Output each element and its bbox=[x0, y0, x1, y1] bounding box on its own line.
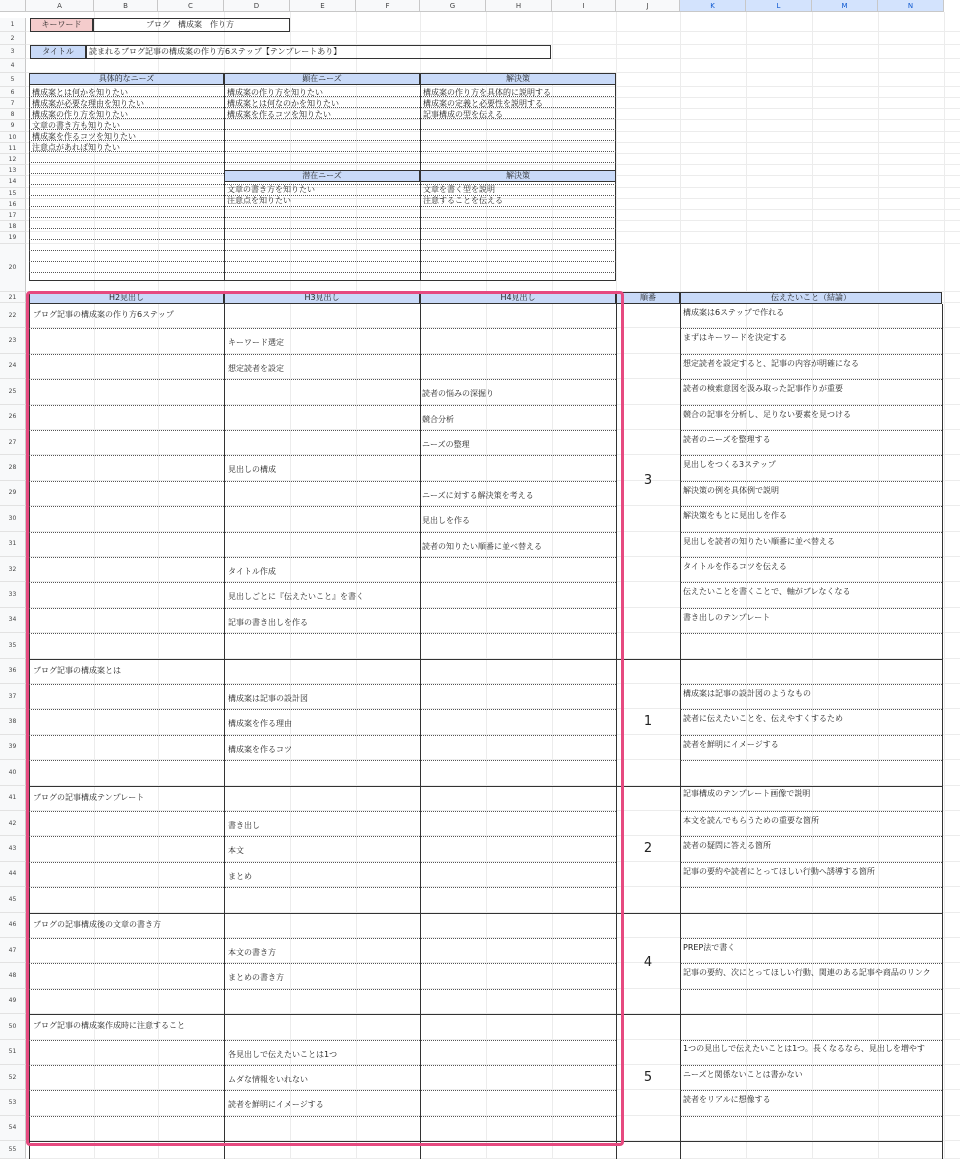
row-header-2[interactable]: 2 bbox=[0, 32, 26, 45]
message-row-line bbox=[680, 1065, 942, 1066]
outline-h3-cell: 本文 bbox=[228, 846, 244, 856]
outline-row-line bbox=[29, 532, 616, 533]
needs-row-line bbox=[29, 261, 616, 262]
outline-h3-cell: まとめ bbox=[228, 871, 252, 881]
message-cell: 解決策をもとに見出しを作る bbox=[683, 511, 787, 521]
row-header-29[interactable]: 29 bbox=[0, 481, 26, 506]
outline-h2-cell: ブログ記事の構成案とは bbox=[33, 665, 121, 675]
outline-row-line bbox=[29, 760, 616, 761]
message-cell: 書き出しのテンプレート bbox=[683, 612, 771, 622]
row-header-12[interactable]: 12 bbox=[0, 154, 26, 165]
message-row-line bbox=[680, 963, 942, 964]
outline-row-line bbox=[29, 811, 616, 812]
outline-header-order[interactable]: 順番 bbox=[616, 292, 680, 304]
row-header-45[interactable]: 45 bbox=[0, 887, 26, 912]
outline-divider bbox=[224, 304, 225, 1159]
message-cell: 本文を読んでもらうための重要な箇所 bbox=[683, 816, 819, 825]
row-header-46[interactable]: 46 bbox=[0, 913, 26, 938]
outline-h3-cell: ムダな情報をいれない bbox=[228, 1075, 308, 1084]
row-header-53[interactable]: 53 bbox=[0, 1090, 26, 1115]
explicit-need-item: 構成案とは何なのかを知りたい bbox=[227, 99, 339, 108]
specific-need-item: 構成案の作り方を知りたい bbox=[32, 110, 128, 119]
outline-row-line bbox=[29, 633, 616, 634]
column-header-i[interactable]: I bbox=[552, 0, 616, 12]
outline-h2-cell: ブログの記事構成テンプレート bbox=[33, 792, 145, 802]
message-cell: タイトルを作るコツを伝える bbox=[683, 562, 787, 571]
row-header-48[interactable]: 48 bbox=[0, 963, 26, 988]
row-header-5[interactable]: 5 bbox=[0, 73, 26, 87]
row-header-55[interactable]: 55 bbox=[0, 1141, 26, 1159]
order-number[interactable]: 2 bbox=[643, 841, 653, 857]
outline-row-line bbox=[29, 354, 616, 355]
column-header-k[interactable]: K bbox=[680, 0, 746, 12]
keyword-label[interactable]: キーワード bbox=[30, 18, 93, 32]
row-header-40[interactable]: 40 bbox=[0, 760, 26, 785]
outline-row-line bbox=[29, 1040, 616, 1041]
outline-h3-cell: 記事の書き出しを作る bbox=[228, 617, 308, 627]
title-label[interactable]: タイトル bbox=[30, 45, 86, 59]
row-header-43[interactable]: 43 bbox=[0, 836, 26, 861]
row-header-47[interactable]: 47 bbox=[0, 938, 26, 963]
outline-h3-cell: 見出しごとに『伝えたいこと』を書く bbox=[228, 592, 364, 602]
message-cell: PREP法で書く bbox=[683, 943, 736, 952]
row-header-35[interactable]: 35 bbox=[0, 633, 26, 658]
message-cell: 読者のニーズを整理する bbox=[683, 435, 771, 444]
column-header-l[interactable]: L bbox=[746, 0, 812, 12]
outline-h2-cell: ブログ記事の構成案作成時に注意すること bbox=[33, 1021, 185, 1031]
needs-row-line bbox=[29, 162, 616, 163]
message-row-line bbox=[680, 938, 942, 939]
row-header-24[interactable]: 24 bbox=[0, 354, 26, 379]
outline-h4-cell: ニーズの整理 bbox=[422, 440, 470, 449]
outline-h3-cell: 本文の書き方 bbox=[228, 948, 276, 957]
message-cell: 想定読者を設定すると、記事の内容が明確になる bbox=[683, 358, 859, 368]
latent-solution-header[interactable]: 解決策 bbox=[420, 170, 616, 182]
message-row-line bbox=[680, 709, 942, 710]
outline-header-h4[interactable]: H4見出し bbox=[420, 292, 616, 304]
column-header-a[interactable]: A bbox=[26, 0, 94, 12]
row-header-34[interactable]: 34 bbox=[0, 608, 26, 633]
message-row-line bbox=[680, 481, 942, 482]
outline-row-line bbox=[29, 836, 616, 837]
explicit-solution-item: 構成案の定義と必要性を説明する bbox=[423, 99, 543, 108]
message-cell: 1つの見出しで伝えたいことは1つ。長くなるなら、見出しを増やす bbox=[683, 1043, 925, 1053]
outline-row-line bbox=[29, 938, 616, 939]
outline-h3-cell: 各見出しで伝えたいことは1つ bbox=[228, 1049, 338, 1059]
outline-row-line bbox=[29, 989, 616, 990]
outline-h2-cell: ブログ記事の構成案の作り方6ステップ bbox=[33, 310, 174, 319]
group-boundary bbox=[29, 786, 942, 787]
outline-h3-cell: 構成案を作るコツ bbox=[228, 744, 292, 754]
specific-need-item: 注意点があれば知りたい bbox=[32, 143, 120, 152]
row-header-10[interactable]: 10 bbox=[0, 132, 26, 143]
needs-row-line bbox=[29, 217, 616, 218]
column-header-h[interactable]: H bbox=[486, 0, 552, 12]
column-header-b[interactable]: B bbox=[94, 0, 158, 12]
row-header-50[interactable]: 50 bbox=[0, 1014, 26, 1039]
row-header-27[interactable]: 27 bbox=[0, 430, 26, 455]
outline-row-line bbox=[29, 608, 616, 609]
column-header-e[interactable]: E bbox=[290, 0, 356, 12]
explicit-need-item: 構成案を作るコツを知りたい bbox=[227, 110, 331, 119]
outline-row-line bbox=[29, 862, 616, 863]
needs-row-line bbox=[29, 239, 616, 240]
row-header-4[interactable]: 4 bbox=[0, 59, 26, 73]
message-cell: 構成案は6ステップで作れる bbox=[683, 308, 785, 317]
message-row-line bbox=[680, 989, 942, 990]
row-header-18[interactable]: 18 bbox=[0, 221, 26, 232]
outline-row-line bbox=[29, 430, 616, 431]
row-header-23[interactable]: 23 bbox=[0, 328, 26, 353]
row-header-3[interactable]: 3 bbox=[0, 45, 26, 59]
gridline-col bbox=[944, 12, 945, 1159]
row-header-36[interactable]: 36 bbox=[0, 659, 26, 684]
outline-h4-cell: 競合分析 bbox=[422, 414, 454, 424]
message-cell: 構成案は記事の設計図のようなもの bbox=[683, 689, 811, 698]
selection-highlight-box bbox=[26, 291, 624, 1146]
outline-h3-cell: 読者を鮮明にイメージする bbox=[228, 1100, 324, 1110]
row-header-51[interactable]: 51 bbox=[0, 1040, 26, 1065]
column-header-f[interactable]: F bbox=[356, 0, 420, 12]
row-header-32[interactable]: 32 bbox=[0, 557, 26, 582]
row-header-16[interactable]: 16 bbox=[0, 199, 26, 210]
row-header-20[interactable]: 20 bbox=[0, 244, 26, 292]
column-header-m[interactable]: M bbox=[812, 0, 878, 12]
outline-row-line bbox=[29, 481, 616, 482]
message-row-line bbox=[680, 582, 942, 583]
row-header-14[interactable]: 14 bbox=[0, 176, 26, 188]
outline-header-h3[interactable]: H3見出し bbox=[224, 292, 420, 304]
outline-row-line bbox=[29, 963, 616, 964]
row-header-11[interactable]: 11 bbox=[0, 143, 26, 154]
latent-need-item: 注意点を知りたい bbox=[227, 196, 291, 205]
group-boundary bbox=[29, 659, 942, 660]
message-row-line bbox=[680, 430, 942, 431]
specific-need-item: 構成案が必要な理由を知りたい bbox=[32, 99, 144, 108]
outline-divider bbox=[420, 304, 421, 1159]
message-cell: ニーズと関係ないことは書かない bbox=[683, 1070, 803, 1079]
message-cell: 読者の検索意図を汲み取った記事作りが重要 bbox=[683, 384, 843, 394]
message-cell: 解決策の例を具体例で説明 bbox=[683, 485, 779, 495]
outline-row-line bbox=[29, 1065, 616, 1066]
outline-divider bbox=[680, 304, 681, 1159]
outline-h3-cell: 構成案を作る理由 bbox=[228, 719, 292, 729]
message-row-line bbox=[680, 887, 942, 888]
row-header-6[interactable]: 6 bbox=[0, 87, 26, 98]
outline-header-message[interactable]: 伝えたいこと（結論） bbox=[680, 292, 942, 304]
outline-h3-cell: 想定読者を設定 bbox=[228, 363, 284, 373]
message-row-line bbox=[680, 532, 942, 533]
group-boundary bbox=[29, 1014, 942, 1015]
message-row-line bbox=[680, 862, 942, 863]
message-cell: 読者に伝えたいことを、伝えやすくするため bbox=[683, 714, 843, 724]
row-header-21[interactable]: 21 bbox=[0, 292, 26, 303]
group-boundary bbox=[29, 1141, 942, 1142]
row-header-52[interactable]: 52 bbox=[0, 1065, 26, 1090]
outline-h3-cell: まとめの書き方 bbox=[228, 973, 284, 983]
specific-needs-header[interactable]: 具体的なニーズ bbox=[29, 73, 224, 85]
gridline-col bbox=[812, 12, 813, 1159]
order-number[interactable]: 3 bbox=[643, 472, 653, 488]
row-header-41[interactable]: 41 bbox=[0, 786, 26, 811]
outline-h3-cell: 書き出し bbox=[228, 821, 260, 830]
outline-h4-cell: ニーズに対する解決策を考える bbox=[422, 490, 534, 500]
column-header-g[interactable]: G bbox=[420, 0, 486, 12]
outline-row-line bbox=[29, 709, 616, 710]
message-cell: 記事の要約や読者にとってほしい行動へ誘導する箇所 bbox=[683, 866, 875, 876]
select-all-corner[interactable] bbox=[0, 0, 26, 12]
latent-need-item: 文章の書き方を知りたい bbox=[227, 185, 315, 194]
latent-solution-item: 注意することを伝える bbox=[423, 196, 503, 205]
outline-row-line bbox=[29, 328, 616, 329]
needs-row-line bbox=[29, 272, 616, 273]
row-header-9[interactable]: 9 bbox=[0, 120, 26, 132]
outline-h3-cell: キーワード選定 bbox=[228, 338, 284, 348]
outline-h4-cell: 読者の悩みの深掘り bbox=[422, 389, 494, 399]
row-header-15[interactable]: 15 bbox=[0, 188, 26, 199]
outline-divider bbox=[29, 304, 30, 1159]
needs-row-line bbox=[29, 250, 616, 251]
row-header-42[interactable]: 42 bbox=[0, 811, 26, 836]
gridline-col bbox=[746, 12, 747, 1159]
message-row-line bbox=[680, 405, 942, 406]
row-header-25[interactable]: 25 bbox=[0, 379, 26, 404]
row-header-37[interactable]: 37 bbox=[0, 684, 26, 709]
outline-h3-cell: 構成案は記事の設計図 bbox=[228, 694, 308, 703]
message-row-line bbox=[680, 1116, 942, 1117]
specific-need-item: 構成案を作るコツを知りたい bbox=[32, 132, 136, 141]
group-boundary bbox=[29, 913, 942, 914]
row-header-19[interactable]: 19 bbox=[0, 232, 26, 244]
column-header-n[interactable]: N bbox=[878, 0, 944, 12]
message-row-line bbox=[680, 328, 942, 329]
row-header-39[interactable]: 39 bbox=[0, 735, 26, 760]
outline-h4-cell: 見出しを作る bbox=[422, 516, 470, 526]
outline-row-line bbox=[29, 455, 616, 456]
message-cell: 競合の記事を分析し、足りない要素を見つける bbox=[683, 409, 851, 419]
message-cell: 見出しをつくる3ステップ bbox=[683, 460, 776, 470]
column-header-c[interactable]: C bbox=[158, 0, 224, 12]
title-value[interactable]: 読まれるブログ記事の構成案の作り方6ステップ【テンプレートあり】 bbox=[86, 45, 551, 59]
row-header-44[interactable]: 44 bbox=[0, 862, 26, 887]
column-header-d[interactable]: D bbox=[224, 0, 290, 12]
outline-row-line bbox=[29, 557, 616, 558]
outline-row-line bbox=[29, 1090, 616, 1091]
row-header-17[interactable]: 17 bbox=[0, 210, 26, 221]
message-row-line bbox=[680, 684, 942, 685]
explicit-solution-item: 記事構成の型を伝える bbox=[423, 110, 503, 119]
needs-row-line bbox=[29, 206, 616, 207]
outline-row-line bbox=[29, 506, 616, 507]
explicit-needs-header[interactable]: 顕在ニーズ bbox=[224, 73, 420, 85]
row-header-31[interactable]: 31 bbox=[0, 532, 26, 557]
message-row-line bbox=[680, 608, 942, 609]
order-number[interactable]: 4 bbox=[643, 955, 653, 971]
message-row-line bbox=[680, 1040, 942, 1041]
row-header-33[interactable]: 33 bbox=[0, 582, 26, 607]
message-cell: 記事構成のテンプレート画像で説明 bbox=[683, 788, 811, 798]
message-cell: 伝えたいことを書くことで、軸がブレなくなる bbox=[683, 587, 851, 597]
column-header-j[interactable]: J bbox=[616, 0, 680, 12]
message-row-line bbox=[680, 633, 942, 634]
keyword-value[interactable]: ブログ 構成案 作り方 bbox=[93, 18, 290, 32]
gridline-col bbox=[878, 12, 879, 1159]
row-header-1[interactable]: 1 bbox=[0, 18, 26, 32]
row-header-30[interactable]: 30 bbox=[0, 506, 26, 531]
message-row-line bbox=[680, 455, 942, 456]
order-number[interactable]: 1 bbox=[643, 714, 653, 730]
outline-row-line bbox=[29, 735, 616, 736]
latent-needs-header[interactable]: 潜在ニーズ bbox=[224, 170, 420, 182]
outline-row-line bbox=[29, 684, 616, 685]
row-header-26[interactable]: 26 bbox=[0, 405, 26, 430]
message-cell: 記事の要約、次にとってほしい行動、関連のある記事や商品のリンク bbox=[683, 968, 931, 978]
message-cell: 読者をリアルに想像する bbox=[683, 1095, 771, 1105]
outline-h3-cell: タイトル作成 bbox=[228, 567, 276, 576]
message-row-line bbox=[680, 557, 942, 558]
row-header-13[interactable]: 13 bbox=[0, 165, 26, 176]
message-row-line bbox=[680, 354, 942, 355]
outline-divider bbox=[942, 304, 943, 1159]
message-row-line bbox=[680, 379, 942, 380]
needs-row-line bbox=[29, 195, 616, 196]
outline-row-line bbox=[29, 1116, 616, 1117]
message-row-line bbox=[680, 811, 942, 812]
specific-need-item: 文章の書き方も知りたい bbox=[32, 121, 120, 130]
latent-solution-item: 文章を書く型を説明 bbox=[423, 185, 495, 194]
outline-row-line bbox=[29, 887, 616, 888]
message-row-line bbox=[680, 735, 942, 736]
row-header-28[interactable]: 28 bbox=[0, 455, 26, 480]
row-header-22[interactable]: 22 bbox=[0, 303, 26, 328]
row-header-7[interactable]: 7 bbox=[0, 98, 26, 109]
explicit-solution-item: 構成案の作り方を具体的に説明する bbox=[423, 88, 551, 97]
message-row-line bbox=[680, 1090, 942, 1091]
specific-need-item: 構成案とは何かを知りたい bbox=[32, 88, 128, 97]
row-header-49[interactable]: 49 bbox=[0, 989, 26, 1014]
row-header-54[interactable]: 54 bbox=[0, 1116, 26, 1141]
row-header-8[interactable]: 8 bbox=[0, 109, 26, 120]
needs-row-line bbox=[29, 228, 616, 229]
outline-row-line bbox=[29, 582, 616, 583]
outline-divider bbox=[616, 304, 617, 1159]
explicit-need-item: 構成案の作り方を知りたい bbox=[227, 88, 323, 97]
message-cell: 読者の疑問に答える箇所 bbox=[683, 841, 771, 851]
order-number[interactable]: 5 bbox=[643, 1069, 653, 1085]
message-cell: まずはキーワードを決定する bbox=[683, 333, 787, 343]
message-cell: 見出しを読者の知りたい順番に並べ替える bbox=[683, 536, 835, 546]
outline-row-line bbox=[29, 379, 616, 380]
row-header-38[interactable]: 38 bbox=[0, 709, 26, 734]
message-row-line bbox=[680, 760, 942, 761]
outline-row-line bbox=[29, 405, 616, 406]
solution-header[interactable]: 解決策 bbox=[420, 73, 616, 85]
message-cell: 読者を鮮明にイメージする bbox=[683, 739, 779, 749]
message-row-line bbox=[680, 836, 942, 837]
outline-h2-cell: ブログの記事構成後の文章の書き方 bbox=[33, 919, 161, 929]
outline-h4-cell: 読者の知りたい順番に並べ替える bbox=[422, 541, 542, 551]
needs-row-line bbox=[29, 184, 616, 185]
outline-h3-cell: 見出しの構成 bbox=[228, 465, 276, 475]
message-row-line bbox=[680, 506, 942, 507]
outline-header-h2[interactable]: H2見出し bbox=[29, 292, 224, 304]
